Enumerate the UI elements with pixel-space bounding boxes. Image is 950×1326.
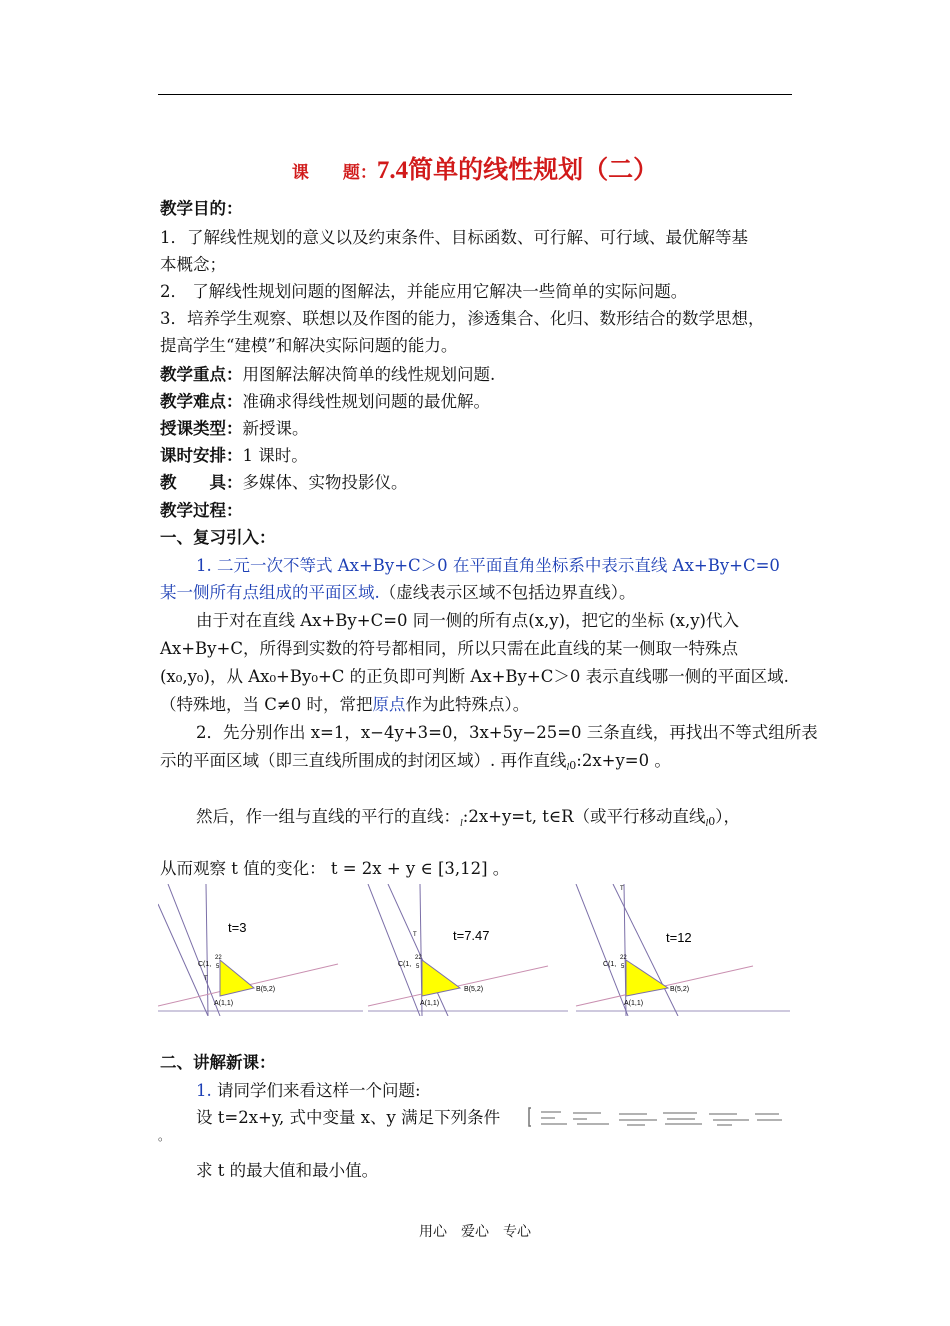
review-para-2a: 由于对在直线 Ax+By+C=0 同一侧的所有点(x,y)，把它的坐标 (x,y)代入 — [196, 611, 739, 630]
c-den: 5 — [621, 964, 625, 970]
review-para-1b — [160, 582, 795, 604]
c-den: 5 — [216, 964, 220, 970]
objective-3b: 提高学生“建模”和解决实际问题的能力。 — [160, 336, 458, 355]
point-c: C(1, — [198, 961, 212, 968]
graph-panel-1 — [158, 884, 363, 1016]
point-a: A(1,1) — [214, 1000, 234, 1007]
review-para-2b: Ax+By+C，所得到实数的符号都相同，所以只需在此直线的某一侧取一特殊点 — [160, 639, 738, 658]
t-marker: T — [413, 932, 417, 938]
new-lesson-2: 设 t=2x+y, 式中变量 x、y 满足下列条件 — [196, 1108, 501, 1127]
p4c: ）， — [715, 807, 741, 826]
type-text: 新授课。 — [242, 419, 309, 438]
new-lesson-2-tail: 。 — [158, 1129, 171, 1143]
feasible-region — [220, 960, 254, 996]
diff-label: 教学难点： — [160, 392, 243, 411]
objective-1a: 1．了解线性规划的意义以及约束条件、目标函数、可行解、可行域、最优解等基 — [160, 228, 748, 247]
page-footer: 用心 爱心 专心 — [419, 1224, 531, 1240]
point-a: A(1,1) — [420, 1000, 440, 1007]
graph-panel-2 — [368, 884, 568, 1016]
title-main: 7.4简单的线性规划（二） — [376, 157, 659, 184]
c-den: 5 — [416, 964, 420, 970]
c-num: 22 — [415, 955, 422, 961]
time-label: 课时安排： — [160, 446, 243, 465]
process-heading: 教学过程： — [160, 501, 243, 520]
l-symbol: l — [460, 818, 463, 829]
page-title — [0, 150, 950, 186]
graph-line — [388, 884, 448, 1016]
type-line — [160, 418, 795, 440]
t-label: t=7.47 — [453, 928, 490, 943]
key-point-line — [160, 364, 795, 386]
point-a: A(1,1) — [624, 1000, 644, 1007]
p4b: :2x+y=t, t∈R（或平行移动直线 — [462, 807, 706, 826]
point-b: B(5,2) — [256, 986, 276, 993]
graph-line — [613, 884, 678, 1016]
review-para-1a: 1. 二元一次不等式 Ax+By+C＞0 在平面直角坐标系中表示直线 Ax+By+C=0 — [196, 556, 780, 575]
feasible-region — [626, 960, 668, 996]
graph-line — [206, 884, 208, 1016]
point-c: C(1, — [398, 961, 412, 968]
p2d-a: （特殊地，当 C≠0 时，常把 — [160, 695, 373, 714]
c-num: 22 — [620, 955, 627, 961]
graph-panel-3 — [576, 884, 790, 1016]
review-rest: （虚线表示区域不包括边界直线）。 — [379, 583, 636, 602]
new-lesson-3: 求 t 的最大值和最小值。 — [196, 1161, 379, 1180]
review-blue: 某一侧所有点组成的平面区域. — [160, 583, 380, 602]
objective-1b: 本概念； — [160, 255, 226, 274]
review-para-5: 从而观察 t 值的变化： t = 2x + y ∈ [3,12] 。 — [160, 859, 510, 878]
item-text: 请同学们来看这样一个问题: — [211, 1081, 421, 1100]
tools-label: 教 具： — [160, 473, 243, 492]
point-b: B(5,2) — [670, 986, 690, 993]
l0-symbol-2: l — [705, 818, 709, 829]
objective-2: 2． 了解线性规划问题的图解法，并能应用它解决一些简单的实际问题。 — [160, 282, 688, 301]
type-label: 授课类型： — [160, 419, 243, 438]
c-num: 22 — [215, 955, 222, 961]
point-b: B(5,2) — [464, 986, 484, 993]
time-text: 1 课时。 — [242, 446, 308, 465]
point-c: C(1, — [603, 961, 617, 968]
time-line — [160, 445, 795, 467]
p3b-text: 示的平面区域（即三直线所围成的封闭区域）. 再作直线 — [160, 751, 567, 770]
p2d-b: 作为此特殊点）。 — [405, 695, 530, 714]
diff-text: 准确求得线性规划问题的最优解。 — [242, 392, 490, 411]
linear-programming-graphs — [158, 884, 790, 1016]
t-marker: T — [620, 886, 624, 892]
t-label: t=3 — [228, 920, 247, 935]
new-lesson-1 — [196, 1080, 831, 1102]
p4a: 然后，作一组与直线的平行的直线： — [196, 807, 460, 826]
difficulty-line — [160, 391, 795, 413]
t-marker: T — [204, 976, 208, 982]
item-number: 1. — [196, 1081, 212, 1100]
section-2-heading: 二、讲解新课： — [160, 1053, 276, 1072]
graph-line — [168, 884, 220, 1016]
constraint-formula-image — [527, 1104, 787, 1130]
review-para-4 — [196, 806, 831, 835]
l0-sub-2: 0 — [708, 815, 716, 828]
review-para-2c: (x₀,y₀)，从 Ax₀+By₀+C 的正负即可判断 Ax+By+C＞0 表示直线哪一侧的平面区域. — [160, 667, 789, 686]
origin-text: 原点 — [372, 695, 406, 714]
t-label: t=12 — [666, 930, 692, 945]
section-1-heading: 一、复习引入： — [160, 528, 276, 547]
feasible-region — [422, 960, 460, 996]
review-para-3a: 2．先分别作出 x=1，x−4y+3=0，3x+5y−25=0 三条直线，再找出不等式组所表 — [196, 723, 818, 742]
title-label: 课 题： — [291, 163, 377, 183]
key-text: 用图解法解决简单的线性规划问题. — [242, 365, 496, 384]
review-para-3b — [160, 750, 795, 779]
l0-symbol: l — [566, 762, 570, 773]
review-para-2d — [160, 694, 795, 716]
key-label: 教学重点： — [160, 365, 243, 384]
tools-text: 多媒体、实物投影仪。 — [242, 473, 408, 492]
tools-line — [160, 472, 795, 494]
top-rule — [158, 94, 792, 95]
p3b-end: :2x+y=0 。 — [576, 751, 671, 770]
objective-heading: 教学目的： — [160, 199, 243, 218]
l0-sub: 0 — [569, 759, 577, 772]
objective-3a: 3．培养学生观察、联想以及作图的能力，渗透集合、化归、数形结合的数学思想， — [160, 309, 765, 328]
